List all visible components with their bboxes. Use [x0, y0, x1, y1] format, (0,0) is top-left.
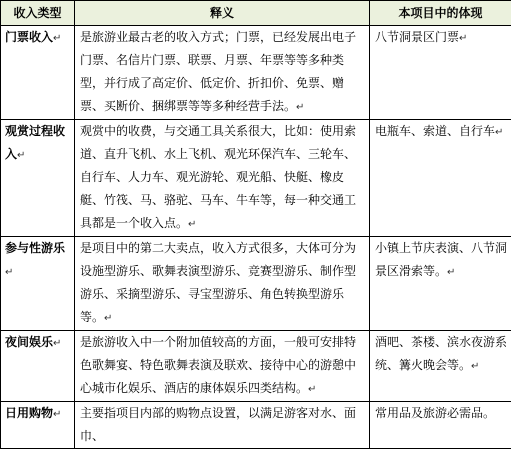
project-cell: [370, 237, 511, 331]
cell-end-mark: ↵: [17, 150, 25, 161]
description-cell: [75, 26, 370, 120]
project-text: 小镇上节庆表演、八节洞景区滑索等。: [375, 241, 507, 278]
cell-end-mark: ↵: [495, 127, 503, 138]
description-cell: [75, 120, 370, 237]
project-text: 八节洞景区门票: [375, 30, 459, 44]
revenue-type-text: 日用购物: [5, 406, 53, 420]
description-text: 是旅游收入中一个附加值较高的方面，一般可安排特色歌舞宴、特色歌舞表演及联欢、接待中心的游憩中心城市化娱乐、酒店的康体娱乐四类结构。: [80, 335, 356, 395]
cell-end-mark: ↵: [104, 313, 112, 324]
header-project: 本项目中的体现: [370, 1, 511, 26]
cell-end-mark: ↵: [447, 267, 455, 278]
revenue-type-cell: [1, 237, 75, 331]
table-row: [1, 26, 511, 120]
cell-end-mark: ↵: [188, 219, 196, 230]
table-header-row: [1, 1, 511, 26]
description-text: 观赏中的收费，与交通工具关系很大，比如：使用索道、直升飞机、水上飞机、观光环保汽车、三轮车、自行车、人力车、观光游轮、观光船、快艇、橡皮艇、竹筏、马、骆驼、马车、牛车等，每一种交通工具都是一个收入点。: [80, 124, 356, 230]
description-cell: [75, 237, 370, 331]
revenue-type-text: 夜间娱乐: [5, 335, 53, 349]
description-text: 主要指项目内部的购物点设置，以满足游客对水、面巾、: [80, 406, 356, 443]
description-cell: [75, 402, 370, 449]
table-row: [1, 331, 511, 402]
revenue-type-text: 观赏过程收入: [5, 124, 65, 161]
project-text: 酒吧、茶楼、滨水夜游系统、篝火晚会等。: [375, 335, 507, 372]
cell-end-mark: ↵: [471, 361, 479, 372]
description-cell: [75, 331, 370, 402]
cell-end-mark: ↵: [53, 409, 61, 420]
project-text: 常用品及旅游必需品。: [375, 406, 495, 420]
cell-end-mark: ↵: [53, 33, 61, 44]
project-cell: [370, 331, 511, 402]
revenue-type-cell: [1, 402, 75, 449]
cell-end-mark: ↵: [296, 102, 304, 113]
revenue-type-cell: [1, 120, 75, 237]
project-cell: [370, 26, 511, 120]
cell-end-mark: ↵: [459, 33, 467, 44]
cell-end-mark: ↵: [5, 267, 13, 278]
project-text: 电瓶车、索道、自行车: [375, 124, 495, 138]
project-cell: [370, 120, 511, 237]
cell-end-mark: ↵: [53, 338, 61, 349]
description-text: 是旅游业最古老的收入方式；门票，已经发展出电子门票、名信片门票、联票、月票、年票等等多种类型，并行成了高定价、低定价、折扣价、免票、赠票、买断价、捆绑票等等多种经营手法。: [80, 30, 356, 113]
revenue-type-cell: [1, 26, 75, 120]
cell-end-mark: ↵: [308, 384, 316, 395]
table-row: [1, 402, 511, 449]
revenue-type-text: 参与性游乐: [5, 241, 65, 255]
header-revenue-type: 收入类型: [1, 1, 75, 26]
revenue-type-text: 门票收入: [5, 30, 53, 44]
description-text: 是项目中的第二大卖点，收入方式很多，大体可分为设施型游乐、歌舞表演型游乐、竞赛型游乐、制作型游乐、采摘型游乐、寻宝型游乐、角色转换型游乐等。: [80, 241, 356, 324]
header-description: 释义: [75, 1, 370, 26]
table-row: [1, 237, 511, 331]
table-row: [1, 120, 511, 237]
project-cell: [370, 402, 511, 449]
revenue-type-cell: [1, 331, 75, 402]
